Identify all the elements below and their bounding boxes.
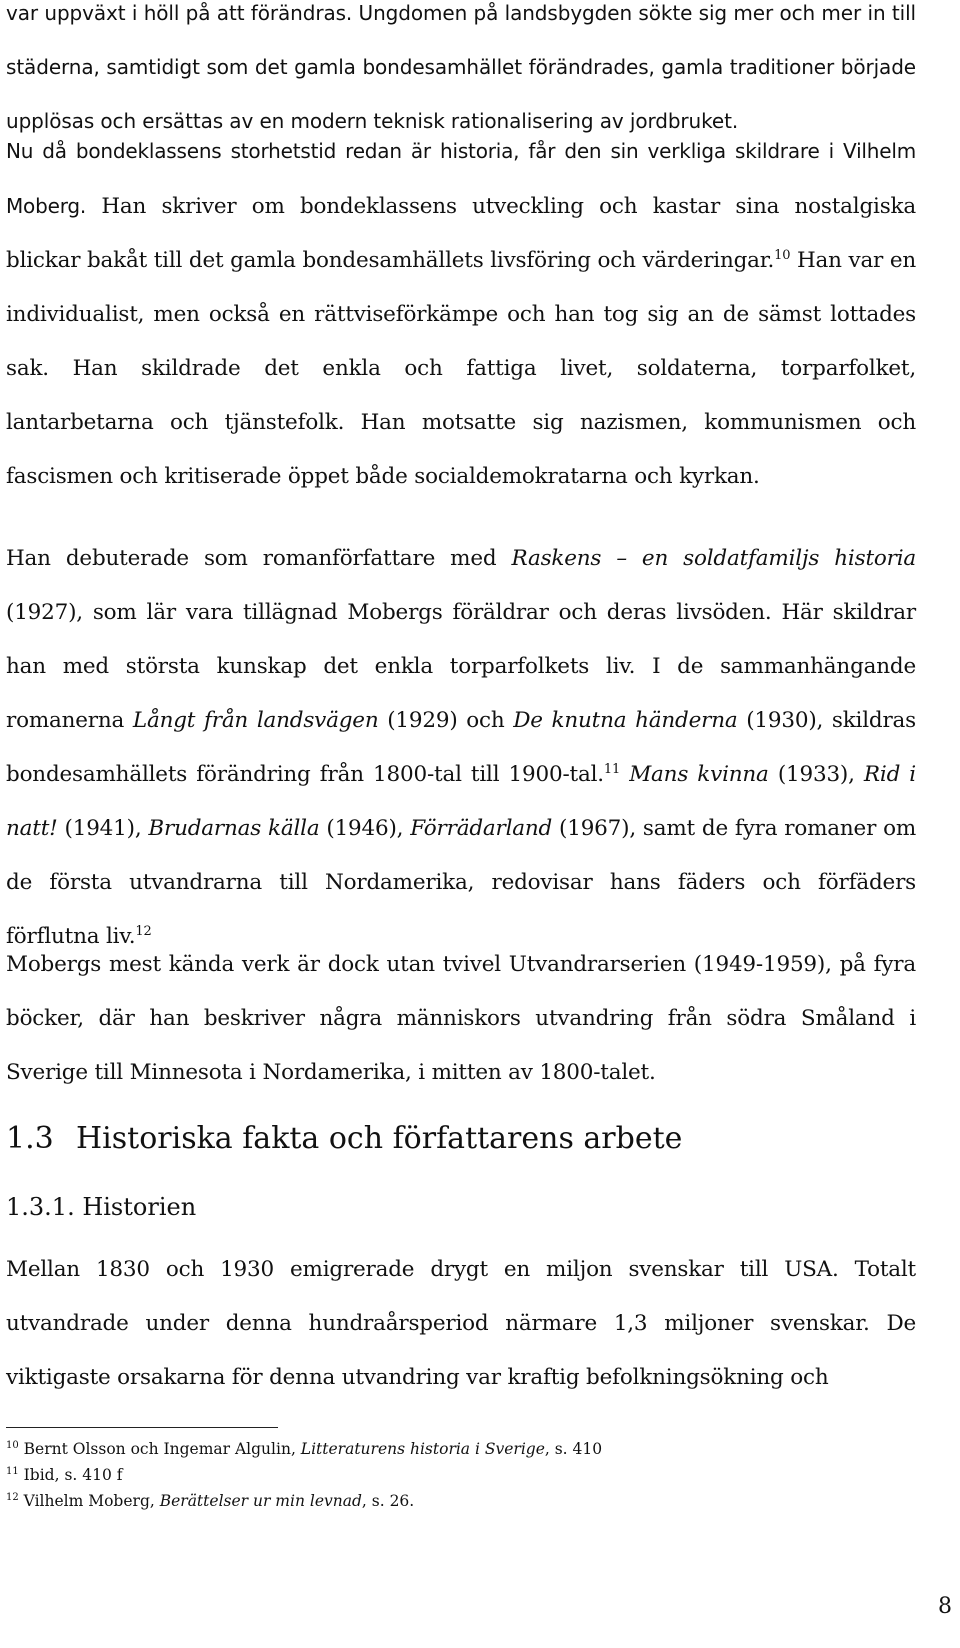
paragraph-moberg-intro [6,124,916,504]
book-title: Raskens – en soldatfamiljs historia [511,546,916,571]
book-title: Brudarnas källa [148,816,320,841]
section-number: 1.3 [6,1121,54,1156]
text: Han debuterade som romanförfattare med [6,546,512,571]
footnote-text: , s. 410 [544,1440,603,1458]
paragraph-debut [6,532,916,964]
footnote-number: 10 [6,1439,19,1451]
text [620,762,629,787]
section-heading [6,1114,682,1164]
paragraph-intro-text: var uppväxt i höll på att förändras. Ungdomen på landsbygden sökte sig mer och mer in till städerna, samtidigt som det gamla bondesamhället förändrades, gamla traditioner började upplösas och ersättas av en modern teknisk rationalisering av jordbruket. [6,1,916,133]
footnote-12 [6,1488,414,1514]
footnote-text: Ibid, s. 410 f [18,1466,123,1484]
footnote-text: Bernt Olsson och Ingemar Algulin, [18,1440,301,1458]
footnote-ref-11: 11 [603,761,621,777]
subsection-heading: 1.3.1. Historien [6,1193,197,1221]
book-title: Förrädarland [410,816,553,841]
sentence: Han skriver om bondeklassens utveckling och kastar sina nostalgiska blickar bakåt till det gamla bondesamhällets livsföring och värderingar. [6,194,916,273]
text: (1941), [57,816,149,841]
text: (1929) och [378,708,514,733]
sentence-sans: Nu då bondeklassens storhetstid redan är historia, får den sin verkliga skildrare i Vilhelm Moberg. [6,139,916,218]
footnote-title: Berättelser ur min levnad [159,1492,362,1510]
footnote-text: Vilhelm Moberg, [18,1492,160,1510]
paragraph-historien: Mellan 1830 och 1930 emigrerade drygt en miljon svenskar till USA. Totalt utvandrade under denna hundraårsperiod närmare 1,3 miljoner svenskar. De viktigaste orsakarna för denna utvandring var kraftig befolkningsökning och [6,1257,916,1390]
book-title: Mans kvinna [629,762,769,787]
book-title: Långt från landsvägen [132,708,379,733]
footnote-11 [6,1462,123,1488]
text: (1967), samt de fyra romaner om de första utvandrarna till Nordamerika, redovisar hans fäders och förfäders förflutna liv. [6,816,917,949]
footnote-divider [6,1427,278,1428]
book-title: Rid i natt! [6,762,916,841]
page-number: 8 [938,1594,952,1619]
footnote-ref-12: 12 [135,923,152,939]
text: (1930), skildras bondesamhällets förändring från 1800-tal till 1900-tal. [6,708,916,787]
text: (1933), [768,762,864,787]
footnote-ref-10: 10 [774,247,791,263]
footnote-title: Litteraturens historia i Sverige [300,1440,545,1458]
sentence: Han var en individualist, men också en rättviseförkämpe och han tog sig an de sämst lottades sak. Han skildrade det enkla och fattiga livet, soldaterna, torparfolket, lantarbetarna och tjänstefolk. Han motsatte sig nazismen, kommunismen och fascismen och kritiserade öppet både socialdemokratarna och kyrkan. [6,248,917,489]
book-title: De knutna händerna [513,708,738,733]
paragraph-utvandrarserien: Mobergs mest kända verk är dock utan tvivel Utvandrarserien (1949-1959), på fyra böcker, där han beskriver några människors utvandring från södra Småland i Sverige till Minnesota i Nordamerika, i mitten av 1800-talet. [6,952,916,1085]
footnote-number: 12 [6,1491,19,1503]
footnote-text: , s. 26. [361,1492,415,1510]
text: (1946), [319,816,411,841]
text: (1927), som lär vara tillägnad Mobergs föräldrar och deras livsöden. Här skildrar han med största kunskap det enkla torparfolkets liv. I de sammanhängande romanerna [6,600,916,733]
footnote-number: 11 [6,1465,19,1477]
footnote-10 [6,1436,602,1462]
section-title: Historiska fakta och författarens arbete [76,1121,683,1156]
